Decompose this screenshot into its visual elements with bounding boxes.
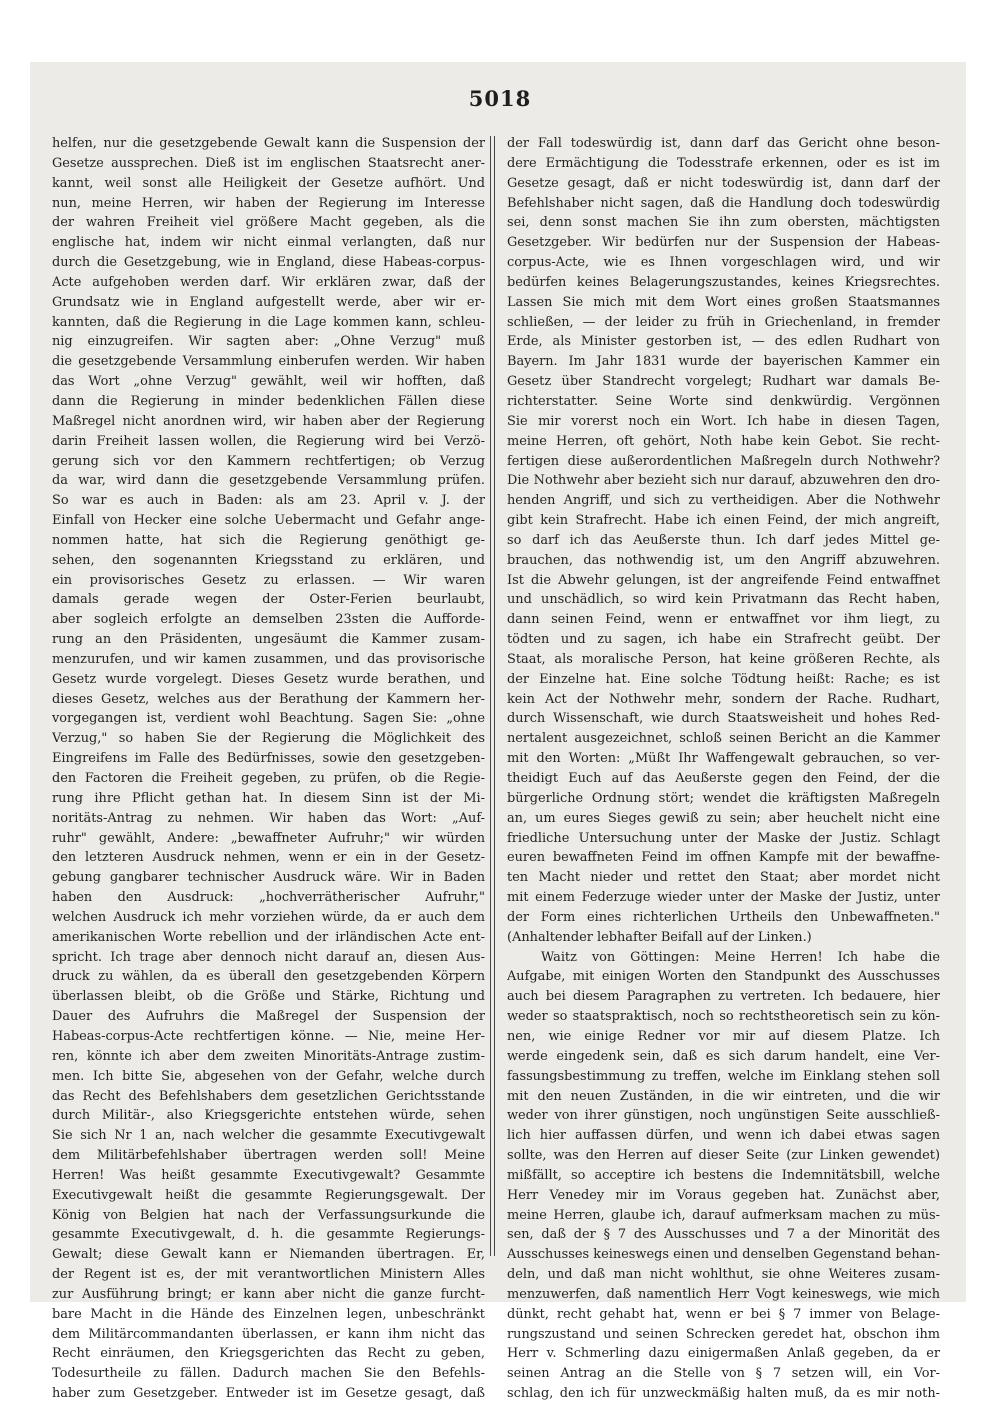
text-line: Aufgabe, mit einigen Worten den Standpunkt des Ausschusses — [507, 969, 940, 985]
text-line: Grundsatz wie in England aufgestellt werde, aber wir er- — [52, 294, 485, 310]
text-line: Erde, als Minister gestorben ist, — des edlen Rudhart von — [507, 334, 940, 350]
text-line: Bayern. Im Jahr 1831 wurde der bayerischen Kammer ein — [507, 354, 940, 370]
page-number: 5018 — [468, 86, 532, 111]
text-line: werde eingedenk sein, daß es sich darum handelt, eine Ver- — [507, 1048, 940, 1064]
text-line: spricht. Ich trage aber dennoch nicht darauf an, diesen Aus- — [52, 949, 485, 965]
text-line: helfen, nur die gesetzgebende Gewalt kann die Suspension der — [52, 136, 485, 151]
text-line: lich hier auffassen dürfen, und wenn ich dabei etwas sagen — [507, 1128, 940, 1144]
text-line: und unschädlich, so wird kein Privatmann das Recht haben, — [507, 592, 940, 608]
text-line: Todesurtheile zu fällen. Dadurch machen Sie den Befehls- — [52, 1366, 485, 1382]
text-line: amerikanischen Worte rebellion und der irländischen Acte ent- — [52, 929, 485, 945]
text-line: ten Macht nieder und rettet den Staat; aber mordet nicht — [507, 870, 940, 886]
text-line: richterstatter. Seine Worte sind denkwürdig. Vergönnen — [507, 393, 940, 409]
text-line: bedürfen keines Belagerungszustandes, keines Kriegsrechtes. — [507, 274, 940, 290]
text-line: menzuwerfen, daß namentlich Herr Vogt keineswegs, wie mich — [507, 1286, 940, 1302]
text-line: vorgegangen ist, verdient wohl Beachtung. Sagen Sie: „ohne — [52, 711, 485, 727]
text-line: nommen hatte, hat sich die Regierung genöthigt ge- — [52, 532, 485, 548]
text-line: Executivgewalt heißt die gesammte Regierungsgewalt. Der — [52, 1187, 485, 1203]
text-line: Staat, als moralische Person, hat keine größeren Rechte, als — [507, 651, 940, 667]
text-line: corpus-Acte, wie es Ihnen vorgeschlagen wird, und wir — [507, 255, 940, 271]
text-line: haber zum Gesetzgeber. Entweder ist im Gesetze gesagt, daß — [52, 1386, 485, 1402]
text-line: Herren! Was heißt gesammte Executivgewalt? Gesammte — [52, 1167, 485, 1183]
text-line: gesammte Executivgewalt, d. h. die gesammte Regierungs- — [52, 1227, 485, 1243]
text-line: nun, meine Herren, wir haben der Regierung im Interesse — [52, 195, 485, 211]
text-line: dann die Regierung in minder bedenklichen Fällen diese — [52, 393, 485, 409]
text-line: weder so staatspraktisch, noch so rechtstheoretisch sein zu kön- — [507, 1009, 940, 1025]
text-line: nertalent ausgezeichnet, schloß seinen Bericht an die Kammer — [507, 731, 940, 747]
text-line: da war, wird dann die gesetzgebende Versammlung prüfen. — [52, 473, 485, 489]
text-line: kannt, weil sonst alle Heiligkeit der Gesetze aufhört. Und — [52, 175, 485, 191]
text-line: Gesetz wurde vorgelegt. Dieses Gesetz wurde berathen, und — [52, 671, 485, 687]
right-column — [507, 134, 940, 1402]
text-line: überlassen bleibt, ob die Größe und Stärke, Richtung und — [52, 989, 485, 1005]
text-line: mit einem Federzuge wieder unter der Maske der Justiz, unter — [507, 890, 940, 906]
text-line: der Regent ist es, der mit verantwortlichen Ministern Alles — [52, 1267, 485, 1283]
text-line: sehen, den sogenannten Kriegsstand zu erklären, und — [52, 552, 485, 568]
text-line: englische hat, indem wir nicht einmal verlangten, daß nur — [52, 235, 485, 251]
text-line: kannten, daß die Regierung in die Lage kommen kann, schleu- — [52, 314, 485, 330]
text-line: Lassen Sie mich mit dem Wort eines großen Staatsmannes — [507, 294, 940, 310]
text-line: auch bei diesem Paragraphen zu vertreten. Ich bedauere, hier — [507, 989, 940, 1005]
text-line: mit den Worten: „Müßt Ihr Waffengewalt gebrauchen, so ver- — [507, 751, 940, 767]
text-line: das Recht des Befehlshabers dem gesetzlichen Gerichtsstande — [52, 1088, 485, 1104]
text-line: schlag, den ich für unzweckmäßig halten muß, da es mir noth- — [507, 1386, 940, 1402]
text-line: der Form eines richterlichen Urtheils den Unbewaffneten." — [507, 909, 940, 925]
text-line: welchen Ausdruck ich mehr vorziehen würde, da er auch dem — [52, 909, 485, 925]
text-line: kein Act der Nothwehr mehr, sondern der Rache. Rudhart, — [507, 691, 940, 707]
text-line: Acte aufgehoben werden darf. Wir erklären zwar, daß der — [52, 274, 485, 290]
text-line: euren bewaffneten Feind im offnen Kampfe mit der bewaffne- — [507, 850, 940, 866]
text-line: der Fall todeswürdig ist, dann darf das Gericht ohne beson- — [507, 136, 940, 151]
text-line: rung ihre Pflicht gethan hat. In diesem Sinn ist der Mi- — [52, 790, 485, 806]
text-line: dem Militärbefehlshaber übertragen werden soll! Meine — [52, 1148, 485, 1164]
text-line: dünkt, recht gehabt hat, wenn er bei § 7 immer von Belage- — [507, 1306, 940, 1322]
text-line: das Wort „ohne Verzug" gewählt, weil wir hofften, daß — [52, 374, 485, 390]
text-line: so darf ich das Aeußerste thun. Ich darf jedes Mittel ge- — [507, 532, 940, 548]
text-line: men. Ich bitte Sie, abgesehen von der Gefahr, welche durch — [52, 1068, 485, 1084]
text-line: (Anhaltender lebhafter Beifall auf der Linken.) — [507, 929, 812, 945]
text-line: durch Wissenschaft, wie durch Staatsweisheit und hohes Red- — [507, 711, 940, 727]
text-line: nig einzugreifen. Wir sagten aber: „Ohne Verzug" muß — [52, 334, 485, 350]
text-line: theidigt Euch auf das Aeußerste gegen den Feind, der die — [507, 771, 940, 786]
text-line: fassungsbestimmung zu treffen, welche im Einklang stehen soll — [507, 1068, 940, 1084]
text-line: gerung sich vor den Kammern rechtfertigen; ob Verzug — [52, 453, 485, 469]
text-line: dieses Gesetz, welches aus der Berathung der Kammern her- — [52, 691, 485, 707]
text-line: Dauer des Aufruhrs die Maßregel der Suspension der — [52, 1009, 485, 1025]
text-line: fertigen diese außerordentlichen Maßregeln durch Nothwehr? — [507, 453, 940, 469]
text-line: zur Ausführung bringt; er kann aber nicht die ganze furcht- — [52, 1286, 485, 1302]
text-line: mißfällt, so acceptire ich bestens die Indemnitätsbill, welche — [507, 1167, 940, 1183]
text-line: Herr v. Schmerling dazu einigermaßen Anlaß gegeben, da er — [507, 1346, 940, 1362]
text-line: dann seinen Feind, wenn er entwaffnet vor ihm liegt, zu — [507, 612, 940, 628]
text-line: sen, daß der § 7 des Ausschusses und 7 a der Minorität des — [507, 1227, 940, 1243]
text-line: Sie mir vorerst noch ein Wort. Ich habe in diesen Tagen, — [507, 413, 940, 429]
text-line: Eingreifens im Falle des Bedürfnisses, sowie den gesetzgeben- — [52, 751, 485, 767]
text-line: damals gerade wegen der Oster-Ferien beurlaubt, — [52, 592, 485, 608]
text-line: Gesetze gesagt, daß er nicht todeswürdig ist, dann darf der — [507, 175, 940, 191]
text-line: meine Herren, oft gehört, Noth habe kein Gebot. Sie recht- — [507, 433, 940, 449]
text-line: ein provisorisches Gesetz zu erlassen. — Wir waren — [52, 572, 485, 588]
text-line: bare Macht in die Hände des Einzelnen legen, unbeschränkt — [52, 1306, 485, 1322]
text-line: den Factoren die Freiheit gegeben, zu prüfen, ob die Regie- — [52, 771, 485, 786]
text-line: die gesetzgebende Versammlung einberufen werden. Wir haben — [52, 354, 485, 370]
text-line: rung an den Präsidenten, ungesäumt die Kammer zusam- — [52, 632, 485, 648]
text-line: Sie sich Nr 1 an, nach welcher die gesammte Executivgewalt — [52, 1128, 485, 1144]
text-line: Recht einräumen, den Kriegsgerichten das Recht zu geben, — [52, 1346, 485, 1362]
text-line: Waitz von Göttingen: Meine Herren! Ich habe die — [541, 949, 940, 965]
text-line: durch die Gesetzgebung, wie in England, diese Habeas-corpus- — [52, 255, 485, 271]
text-line: Verzug," so haben Sie der Regierung die Möglichkeit des — [52, 731, 485, 747]
text-line: Ist die Abwehr gelungen, ist der angreifende Feind entwaffnet — [507, 572, 940, 588]
text-line: Herr Venedey mir im Voraus gegeben hat. Zunächst aber, — [507, 1187, 940, 1203]
text-line: Gesetzgeber. Wir bedürfen nur der Suspension der Habeas- — [507, 235, 940, 251]
text-line: dere Ermächtigung die Todesstrafe erkennen, oder es ist im — [507, 155, 940, 171]
text-line: gebung gangbarer technischer Ausdruck wäre. Wir in Baden — [52, 870, 485, 886]
text-line: friedliche Untersuchung unter der Maske der Justiz. Schlagt — [507, 830, 940, 846]
text-line: der wahren Freiheit viel größere Macht gegeben, als die — [52, 215, 485, 231]
text-line: rungszustand und seinen Schrecken geredet hat, obschon ihm — [507, 1326, 940, 1342]
text-line: Maßregel nicht anordnen wird, wir haben aber der Regierung — [52, 413, 485, 429]
text-line: menzurufen, und wir kamen zusammen, und das provisorische — [52, 651, 485, 667]
text-line: haben den Ausdruck: „hochverrätherischer Aufruhr," — [52, 890, 485, 906]
text-line: Ausschusses keineswegs einen und denselben Gegenstand behan- — [507, 1247, 940, 1263]
left-column — [52, 134, 485, 1402]
text-line: tödten und zu sagen, ich habe ein Strafrecht geübt. Der — [507, 632, 940, 648]
text-line: Einfall von Hecker eine solche Uebermacht und Gefahr ange- — [52, 513, 485, 529]
text-line: den letzteren Ausdruck nehmen, wenn er ein in der Gesetz- — [52, 850, 485, 866]
text-line: sei, denn sonst machen Sie ihn zum obersten, mächtigsten — [507, 215, 940, 231]
text-line: nen, wie einige Redner vor mir auf diesem Platze. Ich — [507, 1028, 940, 1044]
text-line: durch Militär-, also Kriegsgerichte entstehen würde, sehen — [52, 1108, 485, 1124]
column-divider — [490, 136, 495, 1256]
text-line: So war es auch in Baden: als am 23. April v. J. der — [52, 493, 485, 509]
text-line: Die Nothwehr aber bezieht sich nur darauf, abzuwehren den dro- — [507, 473, 940, 489]
text-line: dem Militärcommandanten überlassen, er kann ihm nicht das — [52, 1326, 485, 1342]
text-line: aber sogleich erfolgte an demselben 23sten die Aufforde- — [52, 612, 485, 628]
text-line: seinen Antrag an die Stelle von § 7 setzen will, ein Vor- — [507, 1366, 940, 1382]
text-line: Gewalt; diese Gewalt kann er Niemanden übertragen. Er, — [52, 1247, 485, 1263]
text-line: sollte, was den Herren auf dieser Seite (zur Linken gewendet) — [507, 1148, 940, 1164]
text-line: Gesetz über Standrecht vorgelegt; Rudhart war damals Be- — [507, 374, 940, 390]
text-line: bürgerliche Ordnung stört; wendet die kräftigsten Maßregeln — [507, 790, 940, 806]
text-line: weder von ihrer günstigen, noch ungünstigen Seite ausschließ- — [507, 1108, 940, 1124]
text-line: schließen, — der leider zu früh in Griechenland, in fremder — [507, 314, 940, 330]
text-line: Befehlshaber nicht sagen, daß die Handlung doch todeswürdig — [507, 195, 940, 211]
text-line: Habeas-corpus-Acte rechtfertigen könne. — Nie, meine Her- — [52, 1028, 485, 1044]
text-line: gibt kein Strafrecht. Habe ich einen Feind, der mich angreift, — [507, 513, 940, 529]
text-line: henden Angriff, und sich zu vertheidigen. Aber die Nothwehr — [507, 493, 940, 509]
text-line: deln, und daß man nicht wohlthut, sie ohne Weiteres zusam- — [507, 1267, 940, 1283]
text-line: meine Herren, glaube ich, darauf aufmerksam machen zu müs- — [507, 1207, 940, 1223]
text-line: brauchen, das nothwendig ist, um den Angriff abzuwehren. — [507, 552, 940, 568]
text-line: mit den neuen Zuständen, in die wir eintreten, und die wir — [507, 1088, 940, 1104]
text-line: an, um eures Sieges gewiß zu sein; aber heuchelt nicht eine — [507, 810, 940, 826]
text-line: Gesetze aussprechen. Dieß ist im englischen Staatsrecht aner- — [52, 155, 485, 171]
text-line: ren, könnte ich aber dem zweiten Minoritäts-Antrage zustim- — [52, 1048, 485, 1064]
text-line: darin Freiheit lassen wollen, die Regierung wird bei Verzö- — [52, 433, 485, 449]
text-line: König von Belgien hat nach der Verfassungsurkunde die — [52, 1207, 485, 1223]
text-line: der Einzelne hat. Eine solche Tödtung heißt: Rache; es ist — [507, 671, 940, 687]
text-line: druck zu wählen, da es überall den gesetzgebenden Körpern — [52, 969, 485, 985]
text-line: ruhr" gewählt, Andere: „bewaffneter Aufruhr;" wir würden — [52, 830, 485, 846]
text-line: noritäts-Antrag zu nehmen. Wir haben das Wort: „Auf- — [52, 810, 485, 826]
